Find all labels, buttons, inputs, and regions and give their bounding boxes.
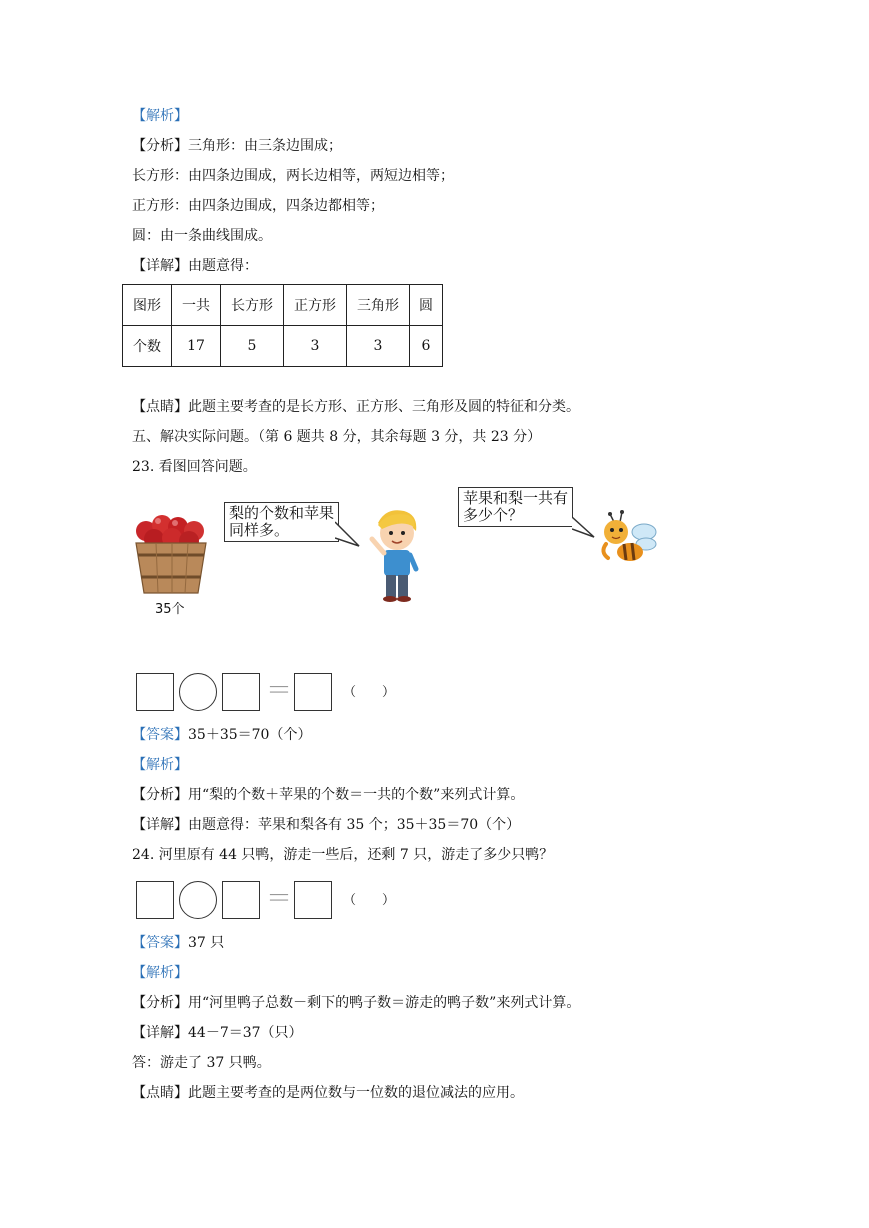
circle-definition: 圆：由一条曲线围成。 [132, 228, 272, 244]
table-cell: 5 [221, 326, 284, 367]
answer-tag: 【答案】 [132, 935, 188, 951]
result-box[interactable] [294, 673, 332, 711]
dianjing-text: 此题主要考查的是长方形、正方形、三角形及圆的特征和分类。 [188, 399, 580, 415]
detail-line-1 [132, 256, 258, 276]
equation-box-2[interactable] [222, 881, 260, 919]
answer-line-24 [132, 933, 224, 953]
table-cell: 长方形 [221, 285, 284, 326]
xiangjie-tag: 【详解】 [132, 258, 188, 274]
analysis-text: 用“梨的个数＋苹果的个数＝一共的个数”来列式计算。 [188, 787, 525, 803]
basket-count-label: 35个 [155, 602, 185, 617]
unit-parentheses: （ ） [343, 893, 396, 908]
equation-box-1[interactable] [136, 881, 174, 919]
result-box[interactable] [294, 881, 332, 919]
detail-text: 由题意得： [188, 258, 258, 274]
equation-box-2[interactable] [222, 673, 260, 711]
answer-sentence-24: 答：游走了 37 只鸭。 [132, 1055, 271, 1071]
analysis-line-triangle [132, 136, 342, 156]
dianjing-text: 此题主要考查的是两位数与一位数的退位减法的应用。 [188, 1085, 524, 1101]
jiexi-heading-1: 【解析】 [132, 108, 188, 124]
bee-bubble-line-2: 多少个？ [463, 506, 524, 524]
table-row [123, 326, 443, 367]
equation-box-1[interactable] [136, 673, 174, 711]
operator-circle[interactable] [179, 881, 217, 919]
bee-bubble-line-1: 苹果和梨一共有 [463, 489, 569, 507]
apple-basket-image [132, 505, 212, 600]
boy-image [366, 505, 426, 605]
boy-bubble-line-1: 梨的个数和苹果 [229, 504, 335, 522]
table-cell: 17 [172, 326, 221, 367]
boy-bubble-tail [335, 520, 363, 550]
detail-line-23 [132, 815, 520, 835]
table-cell: 三角形 [347, 285, 410, 326]
question-24: 24. 河里原有 44 只鸭，游走一些后，还剩 7 只，游走了多少只鸭？ [132, 847, 554, 863]
xiangjie-tag: 【详解】 [132, 1025, 188, 1041]
square-definition: 正方形：由四条边围成，四条边都相等； [132, 198, 384, 214]
fenxi-tag: 【分析】 [132, 138, 188, 154]
jiexi-heading-23: 【解析】 [132, 757, 188, 773]
table-cell: 正方形 [284, 285, 347, 326]
section-heading: 五、解决实际问题。（第 6 题共 8 分，其余每题 3 分，共 23 分） [132, 429, 542, 445]
table-cell: 图形 [123, 285, 172, 326]
bee-image [596, 510, 658, 570]
dianjing-tag: 【点睛】 [132, 1085, 188, 1101]
analysis-line-23 [132, 785, 524, 805]
dianjing-line-24 [132, 1083, 524, 1103]
detail-line-24 [132, 1023, 303, 1043]
shape-count-table [122, 284, 443, 367]
rectangle-definition: 长方形：由四条边围成，两长边相等，两短边相等； [132, 168, 454, 184]
table-cell: 圆 [410, 285, 443, 326]
equals-sign: ＝ [266, 884, 293, 914]
answer-tag: 【答案】 [132, 727, 188, 743]
fenxi-tag: 【分析】 [132, 787, 188, 803]
table-cell: 3 [284, 326, 347, 367]
question-23: 23. 看图回答问题。 [132, 459, 257, 475]
unit-parentheses: （ ） [343, 685, 396, 700]
detail-text: 由题意得：苹果和梨各有 35 个；35＋35＝70（个） [188, 817, 521, 833]
jiexi-heading-24: 【解析】 [132, 965, 188, 981]
dianjing-tag: 【点睛】 [132, 399, 188, 415]
boy-bubble-line-2: 同样多。 [229, 521, 290, 539]
table-cell: 6 [410, 326, 443, 367]
analysis-line-24 [132, 993, 580, 1013]
answer-line-23 [132, 725, 311, 745]
xiangjie-tag: 【详解】 [132, 817, 188, 833]
equals-sign: ＝ [266, 676, 293, 706]
basket [136, 543, 206, 593]
table-header-row [123, 285, 443, 326]
operator-circle[interactable] [179, 673, 217, 711]
bee-speech-bubble [458, 487, 573, 527]
dianjing-line-1 [132, 397, 580, 417]
fenxi-tag: 【分析】 [132, 995, 188, 1011]
answer-text: 35＋35＝70（个） [188, 727, 312, 743]
analysis-text: 用“河里鸭子总数－剩下的鸭子数＝游走的鸭子数”来列式计算。 [188, 995, 581, 1011]
table-cell: 3 [347, 326, 410, 367]
boy-speech-bubble [224, 502, 339, 542]
answer-text: 37 只 [188, 935, 225, 951]
table-cell: 个数 [123, 326, 172, 367]
triangle-definition: 三角形：由三条边围成； [188, 138, 342, 154]
table-cell: 一共 [172, 285, 221, 326]
detail-text: 44－7＝37（只） [188, 1025, 303, 1041]
